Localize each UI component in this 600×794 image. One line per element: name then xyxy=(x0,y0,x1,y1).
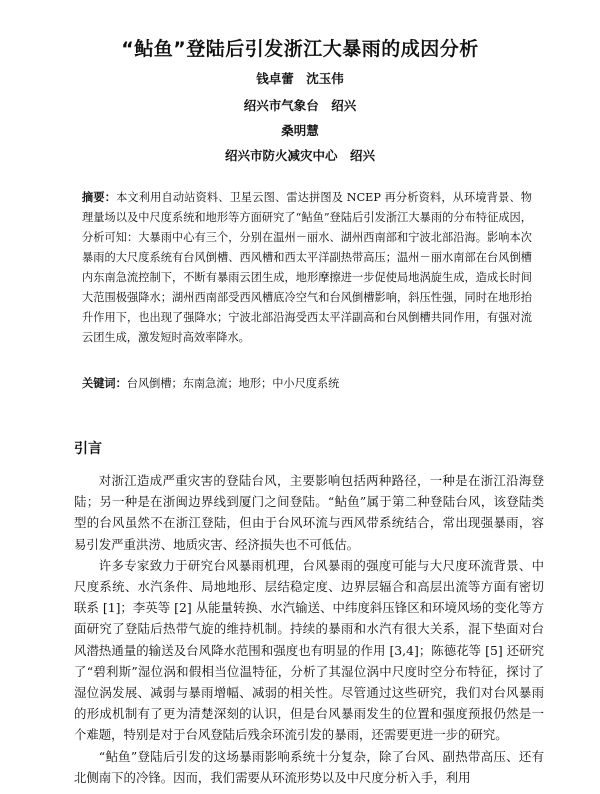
paragraph: 对浙江造成严重灾害的登陆台风，主要影响包括两种路径，一种是在浙江沿海登陆；另一种是在浙闽边界线到厦门之间登陆。“鲇鱼”属于第二种登陆台风，该登陆类型的台风虽然不在浙江登陆，但由于台风环流与西风带系统结合，常出现强暴雨，容易引发严重洪涝、地质灾害、经济损失也不可低估。 xyxy=(74,473,544,552)
abstract-label: 摘要： xyxy=(82,190,117,204)
affiliation-line-2: 绍兴市防火减灾中心 绍兴 xyxy=(224,148,375,163)
abstract xyxy=(82,187,532,348)
introduction-body xyxy=(74,470,544,788)
keywords-text: 台风倒槽；东南急流；地形；中小尺度系统 xyxy=(126,377,340,390)
paragraph: 许多专家致力于研究台风暴雨机理，台风暴雨的强度可能与大尺度环流背景、中尺度系统、水汽条件、局地地形、层结稳定度、边界层辐合和高层出流等方面有密切联系 [1]；李英等 [2] 从能量转换、水汽输送、中纬度斜压锋区和环境风场的变化等方面研究了登陆后热带气旋的维持机制。持续的暴雨和水汽有很大关系，混下垫面对台风潜热通量的输送及台风降水范围和强度也有明显的作用 [3,4]；陈德花等 [5] 还研究了“碧利斯”湿位涡和假相当位温特征，分析了其湿位涡中尺度时空分布特征，探讨了湿位涡发展、减弱与暴雨增幅、减弱的相关性。尽管通过这些研究，我们对台风暴雨的形成机制有了更为清楚深刻的认识，但是台风暴雨发生的位置和强度预报仍然是一个难题，特别是对于台风登陆后残余环流引发的暴雨，还需要更进一步的研究。 xyxy=(74,557,544,743)
author-line-2: 桑明慧 xyxy=(281,123,319,138)
paragraph: “鲇鱼”登陆后引发的这场暴雨影响系统十分复杂，除了台风、副热带高压、还有北侧南下的冷锋。因而，我们需要从环流形势以及中尺度分析入手，利用 xyxy=(74,748,544,785)
keywords-label: 关键词： xyxy=(82,376,127,390)
abstract-text: 本文利用自动站资料、卫星云图、雷达拼图及 NCEP 再分析资料，从环境背景、物理量场以及中尺度系统和地形等方面研究了“鲇鱼”登陆后引发浙江大暴雨的分布特征成因，分析可知：大暴雨中心有三个，分别在温州－丽水、湖州西南部和宁波北部沿海。影响本次暴雨的大尺度系统有台风倒槽、西风槽和西太平洋副热带高压；温州－丽水南部在台风倒槽内东南急流控制下，不断有暴雨云团生成，地形摩擦进一步促使局地涡旋生成，造成长时间大范围极强降水；湖州西南部受西风槽底冷空气和台风倒槽影响，斜压性强，同时在地形抬升作用下，也出现了强降水；宁波北部沿海受西太平洋副高和台风倒槽共同作用，有强对流云团生成，激发短时高效率降水。 xyxy=(82,191,532,344)
affiliation-line-1: 绍兴市气象台 绍兴 xyxy=(243,98,357,113)
keywords xyxy=(82,373,532,394)
authors-line: 钱卓蕾 沈玉伟 xyxy=(256,71,344,86)
section-heading-introduction: 引言 xyxy=(74,441,102,457)
paper-title: “鲇鱼”登陆后引发浙江大暴雨的成因分析 xyxy=(121,38,479,60)
